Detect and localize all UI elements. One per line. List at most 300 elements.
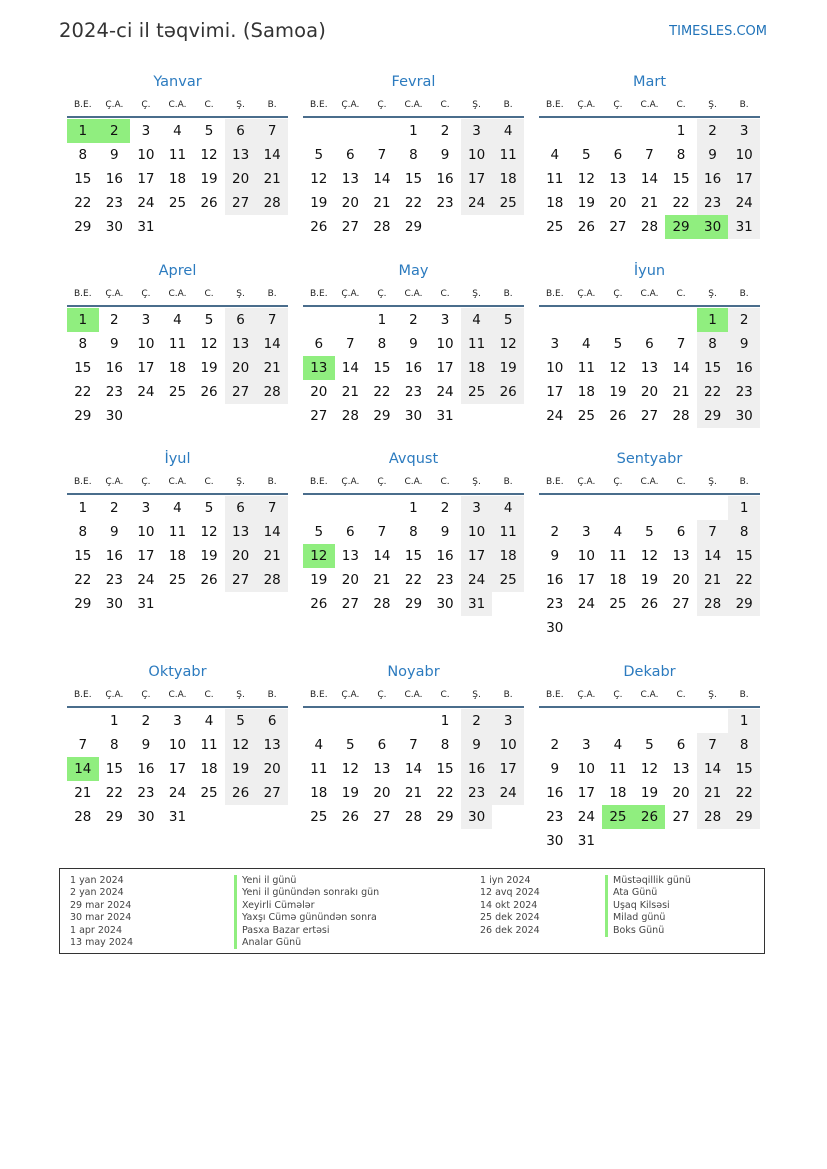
day-cell: 29 — [728, 592, 760, 616]
day-cell: 4 — [314, 737, 324, 753]
day-cell: 4 — [492, 496, 524, 520]
month-1 — [67, 72, 288, 239]
weekday-header — [303, 283, 524, 307]
day-cell: 14 — [256, 332, 288, 356]
day-cell: 15 — [404, 171, 423, 187]
empty-cell — [571, 308, 603, 332]
day-cell: 15 — [728, 544, 760, 568]
day-grid — [67, 496, 288, 616]
day-cell: 10 — [137, 147, 155, 163]
day-cell: 18 — [168, 548, 187, 564]
day-cell: 5 — [314, 147, 324, 163]
day-cell: 23 — [461, 781, 493, 805]
day-cell: 6 — [676, 737, 686, 753]
day-cell: 17 — [492, 757, 524, 781]
day-cell: 27 — [225, 568, 257, 592]
weekday-label: Ş. — [472, 477, 481, 487]
weekday-label: Ş. — [472, 100, 481, 110]
day-cell: 20 — [256, 757, 288, 781]
day-cell: 23 — [546, 809, 564, 825]
day-cell: 3 — [141, 312, 151, 328]
day-cell: 26 — [609, 408, 627, 424]
empty-cell — [335, 119, 367, 143]
empty-cell — [539, 496, 571, 520]
empty-cell — [665, 496, 697, 520]
day-cell: 21 — [256, 167, 288, 191]
day-cell: 25 — [168, 195, 187, 211]
day-cell: 17 — [577, 785, 595, 801]
day-cell: 7 — [377, 524, 387, 540]
day-cell: 28 — [341, 408, 359, 424]
month-8 — [303, 449, 524, 616]
empty-cell — [697, 496, 729, 520]
weekday-header — [67, 283, 288, 307]
month-6 — [539, 261, 760, 428]
day-cell: 21 — [697, 568, 729, 592]
day-grid — [303, 119, 524, 239]
weekday-label: Ç.A. — [577, 289, 596, 299]
legend-date: 1 iyn 2024 — [480, 875, 531, 886]
legend-date: 26 dek 2024 — [480, 924, 540, 936]
legend-left-names — [234, 875, 379, 949]
day-cell: 26 — [225, 781, 257, 805]
day-cell: 30 — [546, 620, 564, 636]
day-cell: 4 — [173, 500, 182, 516]
day-cell: 22 — [74, 195, 92, 211]
day-cell: 24 — [436, 384, 454, 400]
holiday-day-cell: 1 — [697, 308, 729, 332]
day-cell: 18 — [492, 544, 524, 568]
empty-cell — [539, 119, 571, 143]
holiday-day-cell: 14 — [67, 757, 99, 781]
day-cell: 18 — [492, 167, 524, 191]
day-cell: 2 — [461, 709, 493, 733]
day-cell: 5 — [204, 500, 214, 516]
day-cell: 25 — [200, 785, 218, 801]
day-cell: 14 — [373, 171, 391, 187]
weekday-label: C. — [676, 100, 686, 110]
day-cell: 20 — [225, 356, 257, 380]
day-cell: 24 — [461, 191, 493, 215]
legend-holiday-name: Yeni il günü — [234, 875, 379, 887]
day-cell: 10 — [137, 524, 155, 540]
day-cell: 10 — [168, 737, 187, 753]
empty-cell — [602, 119, 634, 143]
weekday-label: B. — [739, 100, 749, 110]
day-cell: 31 — [137, 219, 155, 235]
holiday-day-cell: 13 — [303, 356, 335, 380]
day-cell: 28 — [373, 219, 391, 235]
day-cell: 11 — [609, 761, 627, 777]
day-cell: 6 — [225, 496, 257, 520]
day-cell: 8 — [78, 147, 88, 163]
day-cell: 28 — [672, 408, 690, 424]
weekday-header — [539, 94, 760, 118]
month-name: Dekabr — [623, 664, 676, 680]
day-cell: 1 — [676, 123, 686, 139]
day-cell: 31 — [436, 408, 454, 424]
day-cell: 7 — [676, 336, 686, 352]
day-cell: 9 — [409, 336, 418, 352]
weekday-label: B.E. — [309, 100, 328, 110]
day-cell: 9 — [728, 332, 760, 356]
empty-cell — [67, 709, 99, 733]
day-cell: 7 — [377, 147, 387, 163]
empty-cell — [303, 119, 335, 143]
weekday-header — [303, 471, 524, 495]
day-cell: 1 — [440, 713, 450, 729]
weekday-label: Ş. — [236, 289, 245, 299]
empty-cell — [335, 308, 367, 332]
weekday-label: B. — [503, 289, 513, 299]
weekday-label: Ş. — [472, 289, 481, 299]
day-grid — [67, 709, 288, 829]
day-cell: 13 — [672, 548, 690, 564]
weekday-label: Ş. — [236, 100, 245, 110]
weekday-label: Ç.A. — [105, 477, 124, 487]
day-cell: 10 — [492, 733, 524, 757]
day-cell: 3 — [550, 336, 560, 352]
day-cell: 4 — [492, 119, 524, 143]
weekday-label: Ç. — [377, 690, 387, 700]
day-cell: 3 — [582, 737, 591, 753]
day-cell: 28 — [74, 809, 92, 825]
weekday-label: C. — [204, 690, 214, 700]
weekday-label: B.E. — [309, 477, 328, 487]
day-cell: 14 — [256, 520, 288, 544]
weekday-label: C. — [440, 690, 450, 700]
legend-date: 25 dek 2024 — [480, 912, 540, 924]
day-cell: 19 — [310, 572, 328, 588]
day-cell: 9 — [461, 733, 493, 757]
weekday-label: B.E. — [545, 477, 564, 487]
weekday-label: C. — [676, 690, 686, 700]
legend-holiday-name: Yaxşı Cümə günündən sonra — [234, 912, 379, 924]
empty-cell — [665, 709, 697, 733]
weekday-label: B.E. — [73, 100, 92, 110]
day-cell: 28 — [697, 592, 729, 616]
day-cell: 13 — [256, 733, 288, 757]
day-cell: 26 — [310, 596, 328, 612]
day-cell: 11 — [461, 332, 493, 356]
day-cell: 29 — [728, 805, 760, 829]
legend-holiday-name: Uşaq Kilsəsi — [605, 900, 691, 912]
day-cell: 27 — [672, 596, 690, 612]
day-cell: 11 — [168, 336, 187, 352]
day-cell: 30 — [461, 805, 493, 829]
day-cell: 17 — [137, 360, 155, 376]
holiday-day-cell: 25 — [602, 805, 634, 829]
weekday-label: Ç. — [613, 690, 623, 700]
day-cell: 27 — [373, 809, 391, 825]
day-cell: 7 — [346, 336, 355, 352]
day-cell: 30 — [137, 809, 155, 825]
empty-cell — [366, 709, 398, 733]
day-cell: 8 — [78, 336, 88, 352]
day-cell: 24 — [168, 785, 187, 801]
day-cell: 21 — [256, 544, 288, 568]
day-cell: 23 — [137, 785, 155, 801]
day-cell: 2 — [440, 500, 450, 516]
day-grid — [539, 709, 760, 853]
weekday-label: B.E. — [545, 289, 564, 299]
month-name: Noyabr — [387, 664, 440, 680]
weekday-label: Ç. — [141, 100, 151, 110]
day-cell: 24 — [492, 781, 524, 805]
day-cell: 3 — [728, 119, 760, 143]
weekday-label: Ç.A. — [105, 289, 124, 299]
legend-date: 12 avq 2024 — [480, 887, 540, 899]
month-7 — [67, 449, 288, 616]
holiday-day-cell: 12 — [303, 544, 335, 568]
month-name: Sentyabr — [616, 451, 683, 467]
day-cell: 6 — [676, 524, 686, 540]
day-cell: 4 — [173, 123, 182, 139]
day-cell: 13 — [672, 761, 690, 777]
day-cell: 27 — [609, 219, 627, 235]
day-cell: 9 — [550, 548, 560, 564]
day-cell: 7 — [645, 147, 654, 163]
day-cell: 5 — [645, 737, 654, 753]
weekday-label: B. — [503, 477, 513, 487]
day-cell: 22 — [404, 195, 423, 211]
weekday-label: B. — [503, 100, 513, 110]
day-cell: 18 — [609, 572, 627, 588]
weekday-label: C.A. — [640, 100, 659, 110]
weekday-label: Ç.A. — [577, 477, 596, 487]
day-cell: 26 — [200, 384, 218, 400]
day-cell: 20 — [373, 785, 391, 801]
day-cell: 12 — [577, 171, 595, 187]
day-cell: 12 — [200, 147, 218, 163]
day-cell: 23 — [105, 384, 123, 400]
empty-cell — [539, 709, 571, 733]
day-cell: 11 — [200, 737, 218, 753]
day-cell: 29 — [105, 809, 123, 825]
empty-cell — [571, 119, 603, 143]
day-cell: 23 — [404, 384, 423, 400]
day-cell: 24 — [137, 572, 155, 588]
holiday-day-cell: 2 — [99, 119, 131, 143]
day-cell: 28 — [640, 219, 659, 235]
day-cell: 12 — [640, 548, 659, 564]
day-cell: 12 — [609, 360, 627, 376]
day-cell: 10 — [577, 548, 595, 564]
day-cell: 31 — [577, 833, 595, 849]
day-cell: 17 — [137, 548, 155, 564]
day-cell: 29 — [74, 219, 92, 235]
day-cell: 17 — [577, 572, 595, 588]
day-cell: 26 — [492, 380, 524, 404]
legend-holiday-name: Müstəqillik günü — [605, 875, 691, 887]
day-cell: 13 — [225, 332, 257, 356]
day-cell: 28 — [256, 568, 288, 592]
day-cell: 5 — [225, 709, 257, 733]
day-cell: 17 — [546, 384, 564, 400]
empty-cell — [634, 709, 666, 733]
month-2 — [303, 72, 524, 239]
month-name: May — [398, 263, 429, 279]
day-cell: 10 — [546, 360, 564, 376]
day-cell: 27 — [341, 596, 359, 612]
weekday-header — [539, 283, 760, 307]
month-5 — [303, 261, 524, 428]
day-cell: 2 — [440, 123, 450, 139]
weekday-label: B.E. — [73, 477, 92, 487]
day-cell: 20 — [225, 544, 257, 568]
weekday-label: B. — [267, 100, 277, 110]
day-cell: 22 — [436, 785, 454, 801]
weekday-label: Ç.A. — [341, 477, 360, 487]
day-grid — [539, 119, 760, 239]
day-cell: 1 — [409, 500, 418, 516]
brand-link[interactable]: TIMESLES.COM — [669, 24, 767, 39]
day-cell: 16 — [546, 572, 564, 588]
day-cell: 19 — [200, 360, 218, 376]
weekday-label: C.A. — [168, 477, 187, 487]
day-cell: 22 — [74, 572, 92, 588]
day-cell: 28 — [256, 380, 288, 404]
day-cell: 16 — [105, 171, 123, 187]
day-cell: 14 — [373, 548, 391, 564]
day-cell: 20 — [310, 384, 328, 400]
weekday-label: Ç.A. — [341, 100, 360, 110]
day-cell: 22 — [672, 195, 690, 211]
day-cell: 8 — [728, 520, 760, 544]
weekday-header — [303, 684, 524, 708]
day-cell: 21 — [672, 384, 690, 400]
day-cell: 16 — [105, 360, 123, 376]
weekday-label: Ç. — [141, 477, 151, 487]
month-name: Fevral — [391, 74, 436, 90]
day-cell: 8 — [409, 147, 418, 163]
day-cell: 3 — [461, 119, 493, 143]
day-cell: 10 — [461, 520, 493, 544]
day-grid — [539, 496, 760, 640]
day-cell: 14 — [672, 360, 690, 376]
weekday-label: Ç.A. — [341, 289, 360, 299]
day-cell: 16 — [461, 757, 493, 781]
day-cell: 29 — [74, 408, 92, 424]
day-cell: 27 — [310, 408, 328, 424]
day-cell: 24 — [461, 568, 493, 592]
legend-holiday-name: Yeni il günündən sonrakı gün — [234, 887, 379, 899]
weekday-label: C.A. — [640, 690, 659, 700]
day-cell: 10 — [137, 336, 155, 352]
holiday-day-cell: 26 — [634, 805, 666, 829]
day-cell: 28 — [373, 596, 391, 612]
day-grid — [67, 119, 288, 239]
day-cell: 2 — [141, 713, 151, 729]
day-cell: 3 — [440, 312, 450, 328]
day-cell: 15 — [105, 761, 123, 777]
weekday-label: C.A. — [404, 477, 423, 487]
day-cell: 2 — [110, 312, 119, 328]
day-cell: 3 — [461, 496, 493, 520]
day-cell: 5 — [314, 524, 324, 540]
day-cell: 10 — [436, 336, 454, 352]
day-cell: 21 — [373, 572, 391, 588]
day-cell: 29 — [697, 404, 729, 428]
day-cell: 1 — [78, 500, 88, 516]
day-cell: 1 — [377, 312, 387, 328]
day-cell: 12 — [310, 171, 328, 187]
day-cell: 26 — [200, 572, 218, 588]
empty-cell — [303, 709, 335, 733]
day-cell: 8 — [377, 336, 387, 352]
day-cell: 8 — [697, 332, 729, 356]
day-cell: 14 — [256, 143, 288, 167]
holiday-day-cell: 29 — [665, 215, 697, 239]
day-cell: 6 — [613, 147, 623, 163]
day-cell: 15 — [373, 360, 391, 376]
day-cell: 25 — [577, 408, 595, 424]
legend-date: 30 mar 2024 — [70, 912, 132, 924]
day-cell: 30 — [436, 596, 454, 612]
day-cell: 19 — [492, 356, 524, 380]
day-cell: 27 — [640, 408, 659, 424]
weekday-label: B.E. — [73, 289, 92, 299]
day-cell: 11 — [577, 360, 595, 376]
empty-cell — [665, 308, 697, 332]
day-cell: 9 — [110, 336, 119, 352]
day-cell: 21 — [640, 195, 659, 211]
month-name: İyun — [633, 263, 666, 279]
day-grid — [303, 709, 524, 829]
day-cell: 24 — [546, 408, 564, 424]
day-cell: 14 — [697, 544, 729, 568]
weekday-label: C.A. — [640, 477, 659, 487]
day-cell: 31 — [728, 215, 760, 239]
day-cell: 23 — [697, 191, 729, 215]
day-cell: 16 — [137, 761, 155, 777]
day-cell: 7 — [697, 520, 729, 544]
month-9 — [539, 449, 760, 640]
day-cell: 30 — [105, 408, 123, 424]
month-11 — [303, 662, 524, 829]
day-cell: 13 — [225, 143, 257, 167]
day-cell: 19 — [577, 195, 595, 211]
day-cell: 5 — [204, 123, 214, 139]
legend-left-dates — [70, 875, 133, 949]
legend-holiday-name: Ata Günü — [605, 887, 691, 899]
day-cell: 3 — [141, 123, 151, 139]
weekday-header — [303, 94, 524, 118]
day-cell: 25 — [461, 380, 493, 404]
weekday-header — [67, 94, 288, 118]
day-cell: 22 — [404, 572, 423, 588]
day-cell: 30 — [105, 219, 123, 235]
day-cell: 18 — [168, 171, 187, 187]
day-cell: 11 — [310, 761, 328, 777]
day-cell: 9 — [141, 737, 151, 753]
weekday-label: C. — [440, 477, 450, 487]
day-cell: 2 — [409, 312, 418, 328]
day-cell: 20 — [341, 195, 359, 211]
day-cell: 7 — [256, 119, 288, 143]
day-cell: 6 — [225, 119, 257, 143]
day-cell: 22 — [697, 380, 729, 404]
legend-holiday-name: Milad günü — [605, 912, 691, 924]
weekday-label: Ç.A. — [341, 690, 360, 700]
day-cell: 7 — [409, 737, 418, 753]
day-cell: 10 — [728, 143, 760, 167]
day-cell: 19 — [640, 572, 659, 588]
day-cell: 8 — [728, 733, 760, 757]
month-name: Oktyabr — [148, 664, 207, 680]
day-cell: 18 — [546, 195, 564, 211]
day-cell: 20 — [672, 572, 690, 588]
